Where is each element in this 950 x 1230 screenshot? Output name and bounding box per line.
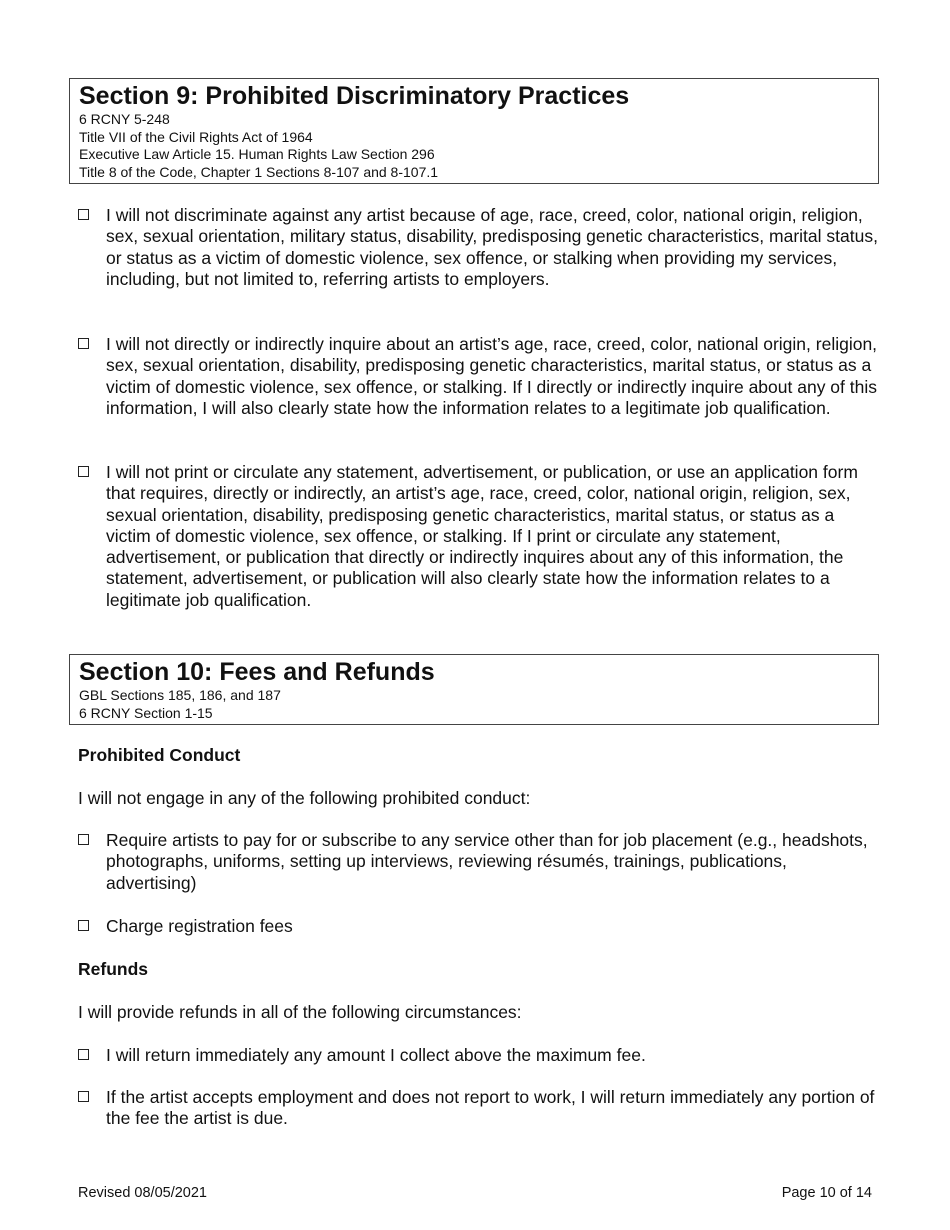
refunds-checklist: [78, 1087, 878, 1130]
checklist-item: [78, 334, 878, 419]
checklist-item-text: Require artists to pay for or subscribe to any service other than for job placement (e.g., headshots, photographs, uniforms, setting up interviews, reviewing résumés, trainings, publications, advertising): [106, 830, 868, 893]
checklist-item-text: Charge registration fees: [106, 916, 293, 936]
checklist-item: [78, 1045, 878, 1066]
refunds-checklist: [78, 1045, 878, 1066]
prohibited-conduct-checklist: [78, 830, 878, 894]
checkbox[interactable]: [78, 209, 89, 220]
section-10-citation: 6 RCNY Section 1-15: [79, 704, 213, 721]
checklist-item: [78, 830, 878, 894]
section-9-citation: Title VII of the Civil Rights Act of 1964: [79, 128, 313, 145]
checklist-item: [78, 205, 878, 290]
section-9-header: [69, 78, 879, 184]
checklist-item-text: I will not discriminate against any artist because of age, race, creed, color, national origin, religion, sex, sexual orientation, military status, disability, predisposing genetic characteristics, marital status, or status as a victim of domestic violence, sex offence, or stalking when providing my services, including, but not limited to, referring artists to employers.: [106, 205, 878, 289]
section-9-checklist: [78, 462, 878, 611]
checkbox[interactable]: [78, 834, 89, 845]
section-9-citation: Title 8 of the Code, Chapter 1 Sections 8-107 and 8-107.1: [79, 163, 439, 180]
section-9-title: Section 9: Prohibited Discriminatory Practices: [79, 82, 630, 110]
revision-date: Revised 08/05/2021: [78, 1185, 207, 1201]
checkbox[interactable]: [78, 1049, 89, 1060]
section-10-citation: GBL Sections 185, 186, and 187: [79, 687, 281, 703]
checklist-item: [78, 462, 878, 611]
checklist-item-text: If the artist accepts employment and does not report to work, I will return immediately any portion of the fee the artist is due.: [106, 1087, 875, 1129]
section-9-citation: Executive Law Article 15. Human Rights Law Section 296: [79, 146, 435, 162]
section-9-checklist: [78, 334, 878, 419]
checklist-item: [78, 916, 878, 937]
page-number: Page 10 of 14: [781, 1185, 872, 1201]
checkbox[interactable]: [78, 1091, 89, 1102]
refunds-intro: I will provide refunds in all of the following circumstances:: [78, 1002, 522, 1022]
section-9-citation: 6 RCNY 5-248: [79, 111, 170, 127]
checkbox[interactable]: [78, 338, 89, 349]
prohibited-conduct-heading: Prohibited Conduct: [78, 745, 241, 765]
section-10-title: Section 10: Fees and Refunds: [79, 658, 435, 686]
refunds-heading: Refunds: [78, 959, 148, 979]
checklist-item-text: I will not directly or indirectly inquire about an artist’s age, race, creed, color, national origin, religion, sex, sexual orientation, disability, predisposing genetic characteristics, marital status, or status as a victim of domestic violence, sex offence, or stalking. If I directly or indirectly inquire about any of this information, I will also clearly state how the information relates to a legitimate job qualification.: [106, 334, 878, 418]
checklist-item: [78, 1087, 878, 1130]
section-9-checklist: [78, 205, 878, 290]
section-10-header: [69, 654, 879, 725]
checkbox[interactable]: [78, 466, 89, 477]
checkbox[interactable]: [78, 920, 89, 931]
prohibited-conduct-intro: I will not engage in any of the following prohibited conduct:: [78, 788, 531, 808]
checklist-item-text: I will return immediately any amount I collect above the maximum fee.: [106, 1045, 646, 1065]
prohibited-conduct-checklist: [78, 916, 878, 937]
checklist-item-text: I will not print or circulate any statement, advertisement, or publication, or use an application form that requires, directly or indirectly, an artist’s age, race, creed, color, national origin, religion, sex, sexual orientation, disability, predisposing genetic characteristics, marital status, or status as a victim of domestic violence, sex offence, or stalking. If I print or circulate any statement, advertisement, or publication that directly or indirectly inquires about any of this information, the statement, advertisement, or publication will also clearly state how the information relates to a legitimate job qualification.: [106, 462, 858, 610]
